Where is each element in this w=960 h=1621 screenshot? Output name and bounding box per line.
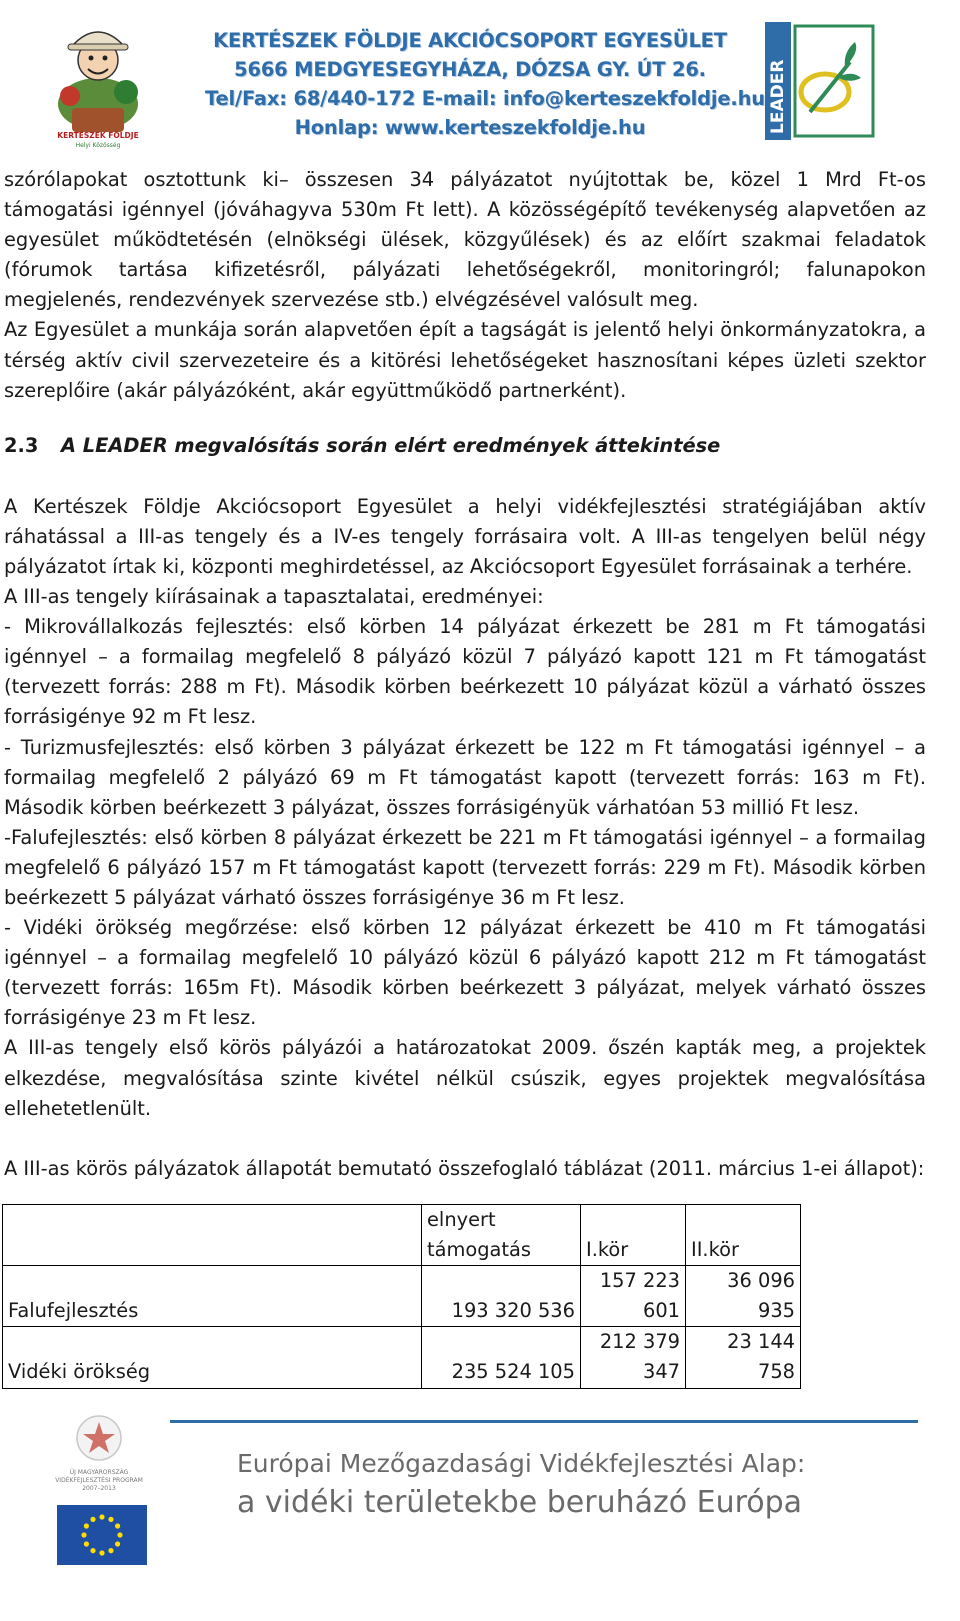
organization-name: KERTÉSZEK FÖLDJE AKCIÓCSOPORT EGYESÜLET <box>213 29 727 52</box>
paragraph-mikrovallalkozas: - Mikrovállalkozás fejlesztés: első körben 14 pályázat érkezett be 281 m Ft támogatási igénnyel – a formailag megfelelő 8 pályázó közül 7 pályázó kapott 121 m Ft támogatást (tervezett forrás: 288 m Ft). Második körben beérkezett 10 pályázat közül a várható összes forrásigénye 92 m Ft lesz. <box>4 615 926 729</box>
eu-flag-icon <box>57 1505 147 1565</box>
table-cell-kor2: 23 144 758 <box>686 1327 801 1388</box>
document-body <box>4 165 926 1184</box>
footer-motto: a vidéki területekbe beruházó Európa <box>237 1485 803 1520</box>
paragraph-egyesulet: Az Egyesület a munkája során alapvetően épít a tagságát is jelentő helyi önkormányzatokra, a térség aktív civil szervezeteire és a kitörési lehetőségeket hasznosítani képes üzleti szektor szereplőire (akár pályázóként, akár együttműködő partnerként). <box>4 318 926 402</box>
organization-website: Honlap: www.kerteszekfoldje.hu <box>294 116 646 139</box>
table-header-cell: II.kör <box>686 1205 801 1266</box>
paragraph-falufejlesztes: -Falufejlesztés: első körben 8 pályázat érkezett be 221 m Ft támogatási igénnyel – a formailag megfelelő 6 pályázó 157 m Ft támogatást kapott (tervezett forrás: 229 m Ft). Második körben beérkezett 5 pályázat várható összes forrásigénye 36 m Ft lesz. <box>4 825 926 909</box>
table-cell-kor1: 212 379 347 <box>581 1327 686 1388</box>
logo-uj-magyarorszag-text: ÚJ MAGYARORSZÁG <box>69 1469 129 1476</box>
table-cell-name: Vidéki örökség <box>3 1327 422 1388</box>
organization-contact: Tel/Fax: 68/440-172 E-mail: info@kerteszekfoldje.hu <box>205 87 765 110</box>
table-header-cell: I.kör <box>581 1205 686 1266</box>
leader-logo-text: LEADER <box>768 59 788 134</box>
paragraph-results-intro: A III-as tengely kiírásainak a tapasztalatai, eredményei: <box>4 585 544 609</box>
section-title: A LEADER megvalósítás során elért eredmények áttekintése <box>61 433 721 457</box>
footer-fund-name: Európai Mezőgazdasági Vidékfejlesztési Alap: <box>237 1449 806 1478</box>
table-cell-elnyert: 193 320 536 <box>422 1266 581 1327</box>
table-header-row <box>3 1205 801 1266</box>
leader-logo <box>765 22 875 140</box>
section-number: 2.3 <box>4 433 39 457</box>
logo-name-text: KERTÉSZEK FÖLDJE <box>57 131 139 140</box>
kerteszek-foldje-logo <box>48 12 148 152</box>
paragraph-videki-orokseg: - Vidéki örökség megőrzése: első körben 12 pályázat érkezett be 410 m Ft támogatási igénnyel – a formailag megfelelő 10 pályázó közül 6 pályázó kapott 212 m Ft támogatást (tervezett forrás: 165m Ft). Második körben beérkezett 3 pályázat, melyek várható összes forrásigénye 23 m Ft lesz. <box>4 916 926 1030</box>
logo-year-text: 2007–2013 <box>82 1485 116 1492</box>
section-heading <box>4 431 926 461</box>
table-cell-elnyert: 235 524 105 <box>422 1327 581 1388</box>
footer-slogan <box>237 1445 805 1523</box>
summary-table <box>2 1204 801 1389</box>
table-cell-name: Falufejlesztés <box>3 1266 422 1327</box>
table-header-cell: elnyert támogatás <box>422 1205 581 1266</box>
paragraph-intro: szórólapokat osztottunk ki– összesen 34 pályázatot nyújtottak be, közel 1 Mrd Ft-os támogatási igénnyel (jóváhagyva 530m Ft lett). A közösségépítő tevékenység alapvetően az egyesület működtetésén (elnökségi ülések, közgyűlések) és az előírt szakmai feladatok (fórumok tartása kifizetésről, pályázati lehetőségekről, monitoringról; falunapokon megjelenés, rendezvények szervezése stb.) elvégzésével valósult meg. <box>4 168 926 312</box>
table-header-cell <box>3 1205 422 1266</box>
footer-divider <box>170 1420 918 1423</box>
paragraph-overview: A Kertészek Földje Akciócsoport Egyesület a helyi vidékfejlesztési stratégiájában aktív ráhatással a III-as tengely és a IV-es tengely forrásaira volt. A III-as tengelyen belül négy pályázatot írtak ki, központi meghirdetéssel, az Akciócsoport Egyesület forrásainak a terhére. <box>4 494 926 578</box>
table-row <box>3 1266 801 1327</box>
table-row <box>3 1327 801 1388</box>
header-address-block <box>205 26 765 142</box>
page-footer <box>0 1405 960 1621</box>
table-cell-kor2: 36 096 935 <box>686 1266 801 1327</box>
paragraph-table-intro: A III-as körös pályázatok állapotát bemutató összefoglaló táblázat (2011. március 1-ei állapot): <box>4 1156 925 1180</box>
paragraph-turizmus: - Turizmusfejlesztés: első körben 3 pályázat érkezett be 122 m Ft támogatási igénnyel – a formailag megfelelő 2 pályázó 69 m Ft támogatást kapott (tervezett forrás: 163 m Ft). Második körben beérkezett 3 pályázat, összes forrásigényük várhatóan 53 millió Ft lesz. <box>4 735 926 819</box>
paragraph-hatarozatok: A III-as tengely első körös pályázói a határozatokat 2009. őszén kapták meg, a projektek elkezdése, megvalósítása szinte kivétel nélkül csúszik, egyes projektek megvalósítása ellehetetlenült. <box>4 1036 926 1120</box>
table-cell-kor1: 157 223 601 <box>581 1266 686 1327</box>
logo-sub-text: Helyi Közösség <box>75 142 121 149</box>
page-header <box>0 0 960 165</box>
logo-program-text: VIDÉKFEJLESZTÉSI PROGRAM <box>55 1477 143 1484</box>
organization-address: 5666 MEDGYESEGYHÁZA, DÓZSA GY. ÚT 26. <box>234 58 706 81</box>
